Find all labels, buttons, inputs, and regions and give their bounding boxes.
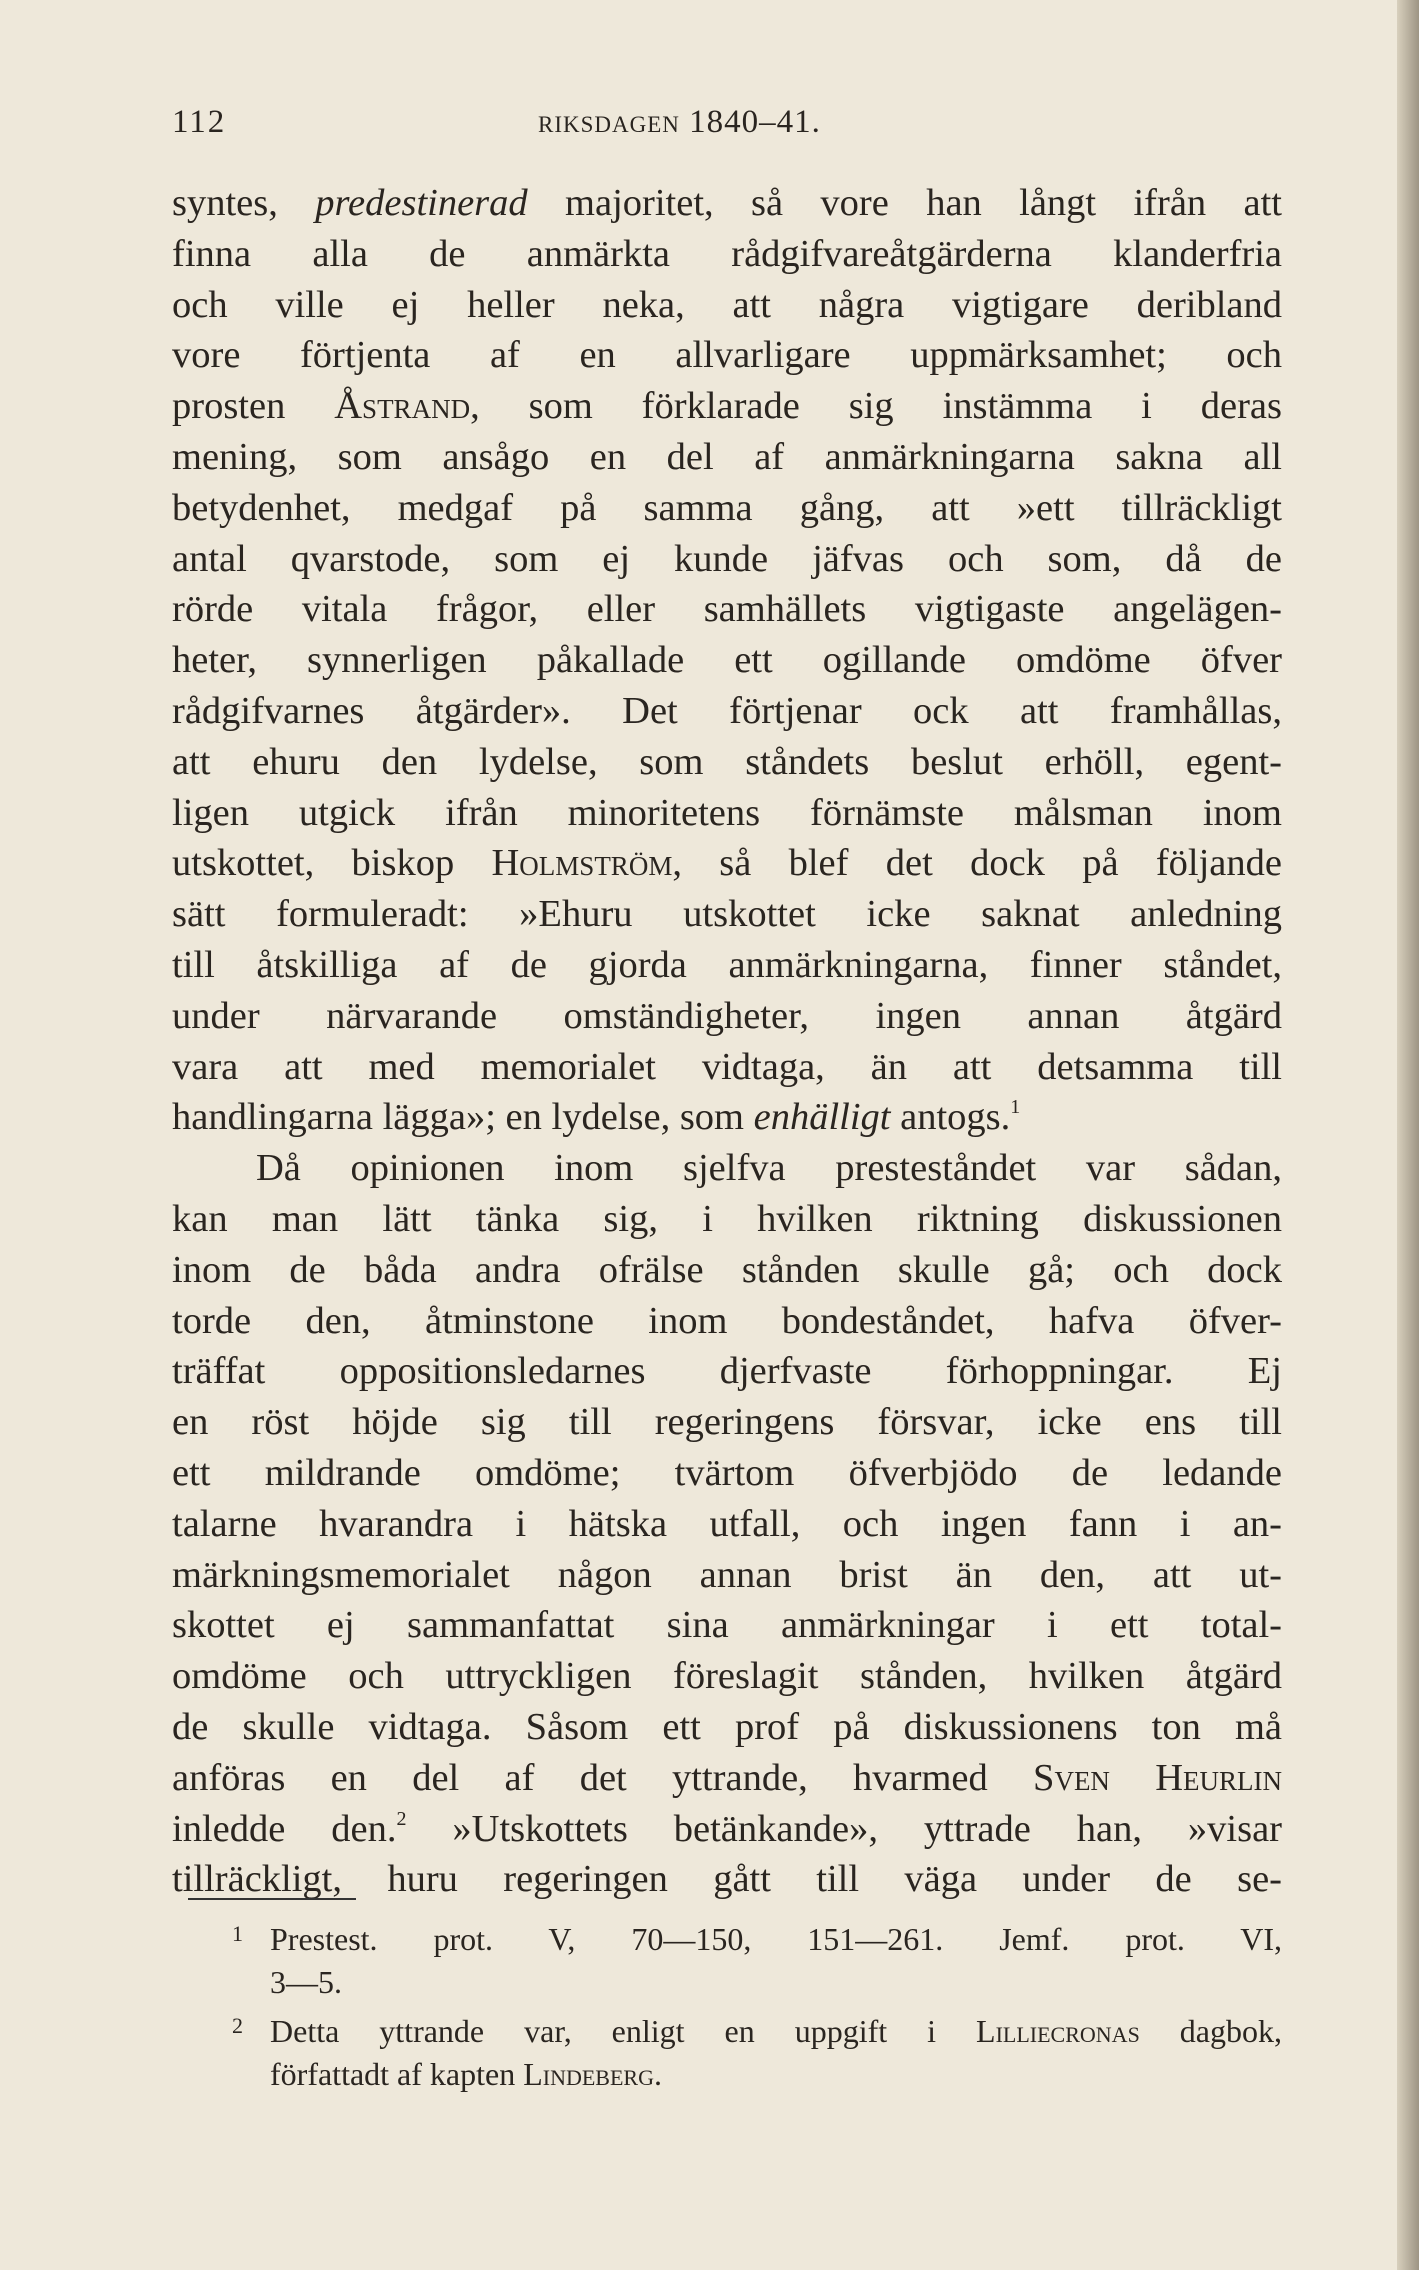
- name-lilliecronas: Lilliecronas: [976, 2013, 1140, 2049]
- name-holmstrom: Holmström: [491, 842, 673, 885]
- text-line: anföras en del af det yttrande, hvarmed Sven Heurlin: [172, 1756, 1282, 1799]
- text-line: tillräckligt, huru regeringen gått till väga under de se-: [172, 1858, 1282, 1901]
- text-line: vore förtjenta af en allvarligare uppmärksamhet; och: [172, 334, 1282, 377]
- text-line: ligen utgick ifrån minoritetens förnämste målsman inom: [172, 791, 1282, 834]
- name-astrand: Åstrand: [334, 385, 471, 428]
- running-head: [172, 104, 1282, 152]
- text-line: prosten Åstrand, som förklarade sig instämma i deras: [172, 385, 1283, 428]
- body-text: [172, 178, 1282, 1905]
- footnote-line: Detta yttrande var, enligt en uppgift i Lilliecronas dagbok,: [270, 2013, 1283, 2049]
- name-sven-heurlin: Sven Heurlin: [1033, 1756, 1282, 1799]
- text-line: ett mildrande omdöme; tvärtom öfverbjödo de ledande: [172, 1451, 1282, 1494]
- text-line: antal qvarstode, som ej kunde jäfvas och som, då de: [172, 537, 1282, 580]
- footnote-number: 1: [232, 1921, 243, 1946]
- footnote-line: författadt af kapten Lindeberg.: [270, 2056, 662, 2092]
- text-line: rådgifvarnes åtgärder». Det förtjenar ock att framhållas,: [172, 689, 1282, 732]
- text-line: skottet ej sammanfattat sina anmärkningar i ett total-: [172, 1604, 1282, 1647]
- text-line: syntes, predestinerad majoritet, så vore han långt ifrån att: [172, 182, 1282, 224]
- text-line: inledde den.$^2$ »Utskottets betänkande», yttrade han, »visar: [172, 1807, 1282, 1850]
- emphasis-predestinerad: predestinerad: [315, 182, 528, 224]
- footnotes: [172, 1918, 1282, 2096]
- text-line: torde den, åtminstone inom bondeståndet, hafva öfver-: [172, 1299, 1282, 1342]
- text-line: de skulle vidtaga. Såsom ett prof på diskussionens ton må: [172, 1705, 1282, 1748]
- text-line: heter, synnerligen påkallade ett ogillande omdöme öfver: [172, 639, 1282, 682]
- text-line: till åtskilliga af de gjorda anmärkningarna, finner ståndet,: [172, 943, 1282, 986]
- text-line: talarne hvarandra i hätska utfall, och ingen fann i an-: [172, 1502, 1282, 1545]
- name-lindeberg: Lindeberg: [523, 2056, 654, 2092]
- footnote-rule: [188, 1898, 356, 1900]
- text-line: kan man lätt tänka sig, i hvilken riktning diskussionen: [172, 1197, 1282, 1240]
- page-gutter-shadow: [1397, 0, 1419, 2270]
- emphasis-enhalligt: enhälligt: [753, 1096, 891, 1139]
- text-line: handlingarna lägga»; en lydelse, som enhälligt antogs.$^1$: [172, 1096, 1021, 1139]
- text-line: inom de båda andra ofrälse stånden skulle gå; och dock: [172, 1248, 1282, 1291]
- text-line: finna alla de anmärkta rådgifvareåtgärderna klanderfria: [172, 232, 1282, 275]
- text-line: träffat oppositionsledarnes djerfvaste förhoppningar. Ej: [172, 1350, 1282, 1393]
- text-line: under närvarande omständigheter, ingen annan åtgärd: [172, 994, 1282, 1037]
- text-line: märkningsmemorialet någon annan brist än den, att ut-: [172, 1553, 1282, 1596]
- footnote-2: [172, 2010, 1282, 2096]
- text-line: betydenhet, medgaf på samma gång, att »ett tillräckligt: [172, 486, 1282, 529]
- footnote-1: [172, 1918, 1282, 2004]
- text-line: vara att med memorialet vidtaga, än att detsamma till: [172, 1045, 1282, 1088]
- page-number: 112: [172, 104, 227, 140]
- text-line: sätt formuleradt: »Ehuru utskottet icke saknat anledning: [172, 893, 1282, 936]
- footnote-line: Prestest. prot. V, 70—150, 151—261. Jemf. prot. VI,: [270, 1921, 1282, 1957]
- text-line: mening, som ansågo en del af anmärkningarna sakna all: [172, 435, 1282, 478]
- text-line: omdöme och uttryckligen föreslagit stånden, hvilken åtgärd: [172, 1655, 1282, 1698]
- running-title-caps: RIKSDAGEN: [538, 112, 680, 137]
- footnote-line: 3—5.: [270, 1964, 342, 2000]
- running-title-years: 1840–41.: [689, 104, 821, 140]
- running-title: [538, 104, 821, 141]
- text-line: rörde vitala frågor, eller samhällets vigtigaste angelägen-: [172, 588, 1282, 631]
- text-line: utskottet, biskop Holmström, så blef det dock på följande: [172, 842, 1282, 885]
- footnote-number: 2: [232, 2013, 243, 2038]
- footnote-ref-1: 1: [1010, 1096, 1021, 1119]
- text-line: och ville ej heller neka, att några vigtigare deribland: [172, 283, 1282, 326]
- footnote-ref-2: 2: [396, 1807, 407, 1830]
- text-line: att ehuru den lydelse, som ståndets beslut erhöll, egent-: [172, 740, 1282, 783]
- text-line: Då opinionen inom sjelfva presteståndet var sådan,: [256, 1147, 1282, 1190]
- text-line: en röst höjde sig till regeringens försvar, icke ens till: [172, 1401, 1282, 1444]
